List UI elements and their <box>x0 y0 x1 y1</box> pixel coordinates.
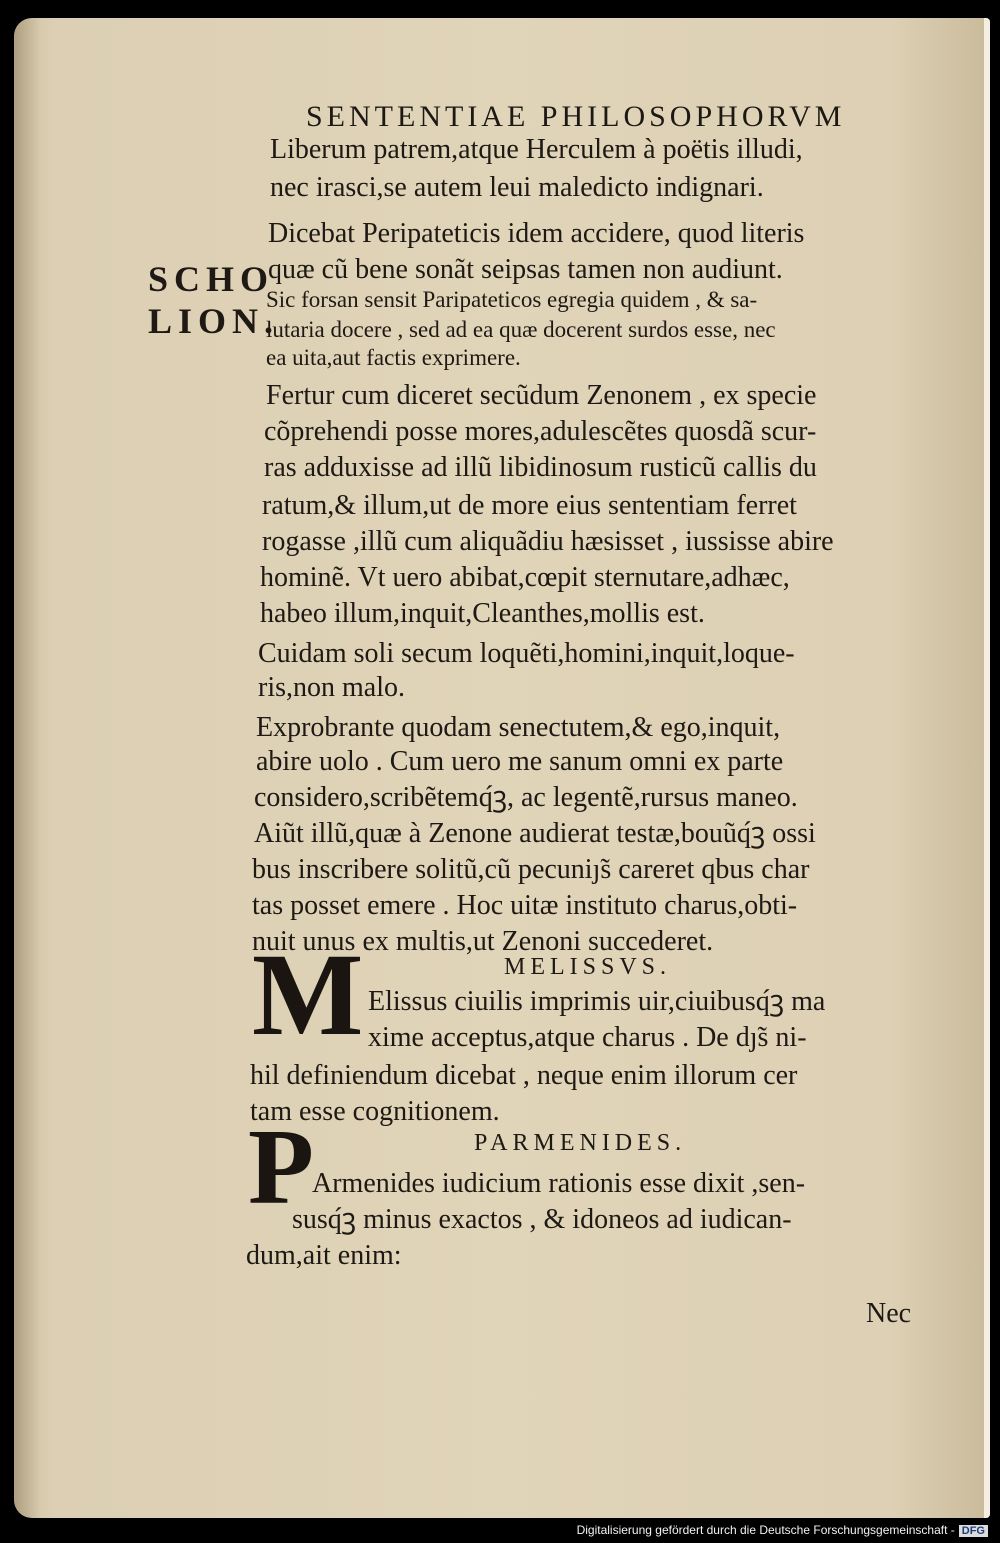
text-line: Elissus ciuilis imprimis uir,ciuibusq́ꝫ ma <box>368 986 826 1017</box>
text-line: tam esse cognitionem. <box>250 1096 500 1127</box>
text-line: tas posset emere . Hoc uitæ instituto charus,obti- <box>252 890 798 921</box>
credit-text: Digitalisierung gefördert durch die Deutsche Forschungsgemeinschaft - <box>576 1523 955 1537</box>
text-line: susq́ꝫ minus exactos , & idoneos ad iudican- <box>292 1204 792 1235</box>
text-line: bus inscribere solitũ,cũ pecuniȷ̃s careret qbus char <box>252 854 810 885</box>
digitization-credit <box>577 1523 988 1537</box>
text-line: lutaria docere , sed ad ea quæ docerent surdos esse, nec <box>266 317 776 342</box>
dfg-logo: DFG <box>959 1525 988 1537</box>
text-line: considero,scribẽtemq́ꝫ, ac legentẽ,rursus maneo. <box>254 782 798 813</box>
text-line: habeo illum,inquit,Cleanthes,mollis est. <box>260 598 705 629</box>
text-line: xime acceptus,atque charus . De dȷ̃s ni- <box>368 1022 807 1053</box>
section-heading-parmenides: PARMENIDES. <box>474 1130 687 1156</box>
text-line: ris,non malo. <box>258 672 405 703</box>
page-edge <box>984 18 990 1518</box>
sidenote-line: LION. <box>148 301 280 341</box>
text-line: Dicebat Peripateticis idem accidere, quod literis <box>268 218 805 249</box>
text-line: dum,ait enim: <box>246 1240 402 1271</box>
text-line: Sic forsan sensit Paripateticos egregia quidem , & sa- <box>266 287 758 312</box>
text-line: Cuidam soli secum loquẽti,homini,inquit,loque- <box>258 638 795 669</box>
book-page <box>14 18 990 1518</box>
text-line: nec irasci,se autem leui maledicto indignari. <box>270 172 764 203</box>
text-line: Exprobrante quodam senectutem,& ego,inquit, <box>256 712 781 743</box>
running-header: SENTENTIAE PHILOSOPHORVM <box>306 100 846 133</box>
text-line: Fertur cum diceret secũdum Zenonem , ex specie <box>266 380 817 411</box>
text-line: hil definiendum dicebat , neque enim illorum cer <box>250 1060 798 1091</box>
text-line: cõprehendi posse mores,adulescẽtes quosdã scur- <box>264 416 817 447</box>
catchword: Nec <box>866 1298 912 1329</box>
text-line: ras adduxisse ad illũ libidinosum rusticũ callis du <box>264 452 817 483</box>
text-line: ea uita,aut factis exprimere. <box>266 345 521 370</box>
text-line: abire uolo . Cum uero me sanum omni ex parte <box>256 746 784 777</box>
text-line: ratum,& illum,ut de more eius sententiam ferret <box>262 490 797 521</box>
text-line: Liberum patrem,atque Herculem à poëtis illudi, <box>270 134 803 165</box>
text-line: hominẽ. Vt uero abibat,cœpit sternutare,adhæc, <box>260 562 790 593</box>
sidenote-line: SCHO <box>148 259 275 299</box>
text-line: Armenides iudicium rationis esse dixit ,sen- <box>312 1168 806 1199</box>
text-line: rogasse ,illũ cum aliquãdiu hæsisset , iussisse abire <box>262 526 834 557</box>
text-line: nuit unus ex multis,ut Zenoni succederet. <box>252 926 714 957</box>
drop-cap-p: P <box>248 1108 314 1227</box>
text-line: quæ cũ bene sonãt seipsas tamen non audiunt. <box>268 254 783 285</box>
drop-cap-m: M <box>252 929 364 1060</box>
text-line: Aiũt illũ,quæ à Zenone audierat testæ,bouũq́ꝫ ossi <box>254 818 816 849</box>
section-heading-melissus: MELISSVS. <box>504 954 672 980</box>
